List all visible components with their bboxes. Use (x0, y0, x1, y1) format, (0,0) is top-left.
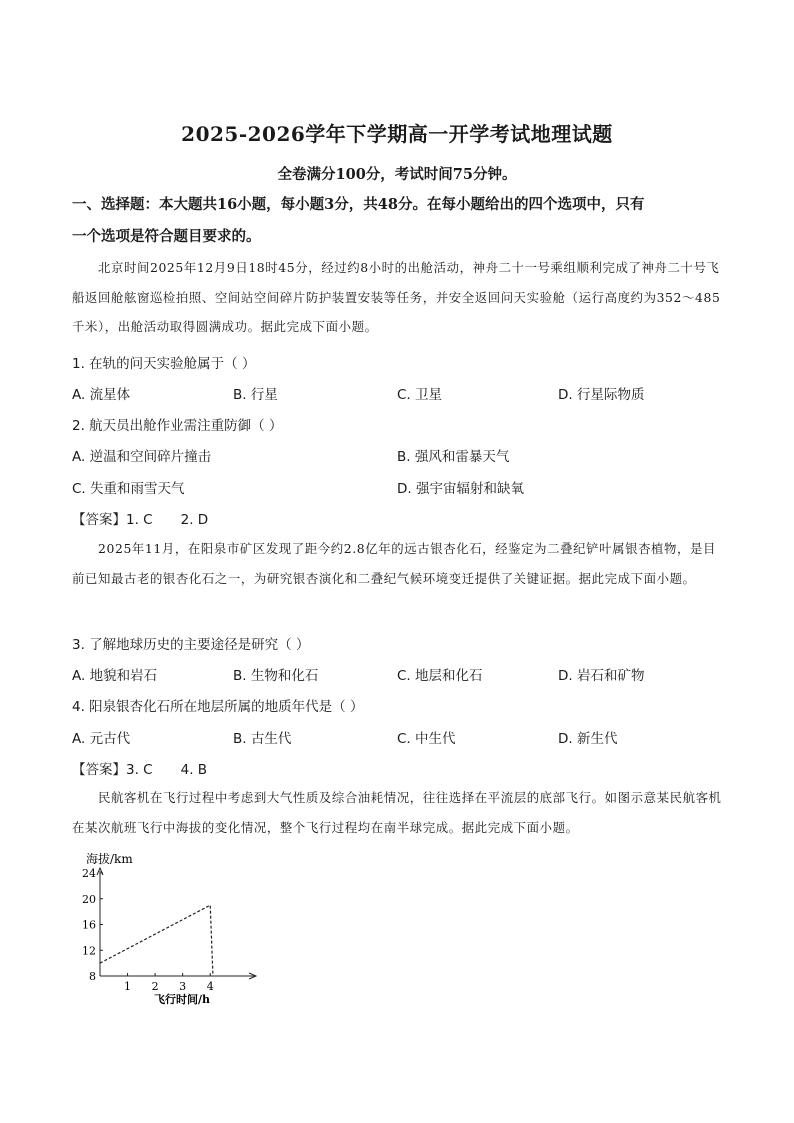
section-heading-line1: 一、选择题：本大题共16小题，每小题3分，共48分。在每小题给出的四个选项中，只有 (72, 196, 645, 213)
passage-1: 北京时间2025年12月9日18时45分，经过约8小时的出舱活动，神舟二十一号乘组顺利完成了神舟二十号飞船返回舱舷窗巡检拍照、空间站空间碎片防护装置安装等任务，并安全返回问天实验舱（运行高度约为352～485千米），出舱活动取得圆满成功。据此完成下面小题。 (72, 260, 721, 334)
y-tick-label: 12 (82, 944, 96, 958)
y-tick-label: 24 (82, 867, 96, 880)
x-tick-label: 1 (124, 980, 132, 993)
answer-4: 4. B (180, 762, 208, 778)
question-1-option-b[interactable]: B. 行星 (233, 387, 278, 403)
question-2-option-a[interactable]: A. 逆温和空间碎片撞击 (72, 449, 212, 465)
answer-block-2 (72, 758, 207, 778)
question-3-option-a[interactable]: A. 地貌和岩石 (72, 668, 158, 684)
question-3-stem: 3. 了解地球历史的主要途径是研究（ ） (72, 637, 310, 653)
question-3-option-b[interactable]: B. 生物和化石 (233, 668, 319, 684)
exam-info: 全卷满分100分，考试时间75分钟。 (277, 166, 517, 183)
question-1-option-a[interactable]: A. 流星体 (72, 387, 131, 403)
section-heading-line2: 一个选项是符合题目要求的。 (72, 228, 261, 245)
question-4-stem: 4. 阳泉银杏化石所在地层所属的地质年代是（ ） (72, 699, 364, 715)
question-1-option-d[interactable]: D. 行星际物质 (558, 387, 645, 403)
passage-3: 民航客机在飞行过程中考虑到大气性质及综合油耗情况，往往选择在平流层的底部飞行。如图示意某民航客机在某次航班飞行中海拔的变化情况，整个飞行过程均在南半球完成。据此完成下面小题。 (72, 790, 722, 835)
passage-2: 2025年11月，在阳泉市矿区发现了距今约2.8亿年的远古银杏化石，经鉴定为二叠纪铲叶属银杏植物，是目前已知最古老的银杏化石之一，为研究银杏演化和二叠纪气候环境变迁提供了关键证据。据此完成下面小题。 (72, 541, 717, 586)
question-3-option-c[interactable]: C. 地层和化石 (397, 668, 483, 684)
y-tick-label: 16 (82, 918, 96, 932)
x-axis-label: 飞行时间/h (154, 993, 211, 1006)
y-axis-label: 海拔/km (86, 852, 133, 866)
answer-3: 3. C (126, 762, 153, 778)
question-2-option-c[interactable]: C. 失重和雨雪天气 (72, 481, 185, 497)
question-2-option-b[interactable]: B. 强风和雷暴天气 (397, 449, 510, 465)
answer-label: 【答案】 (72, 762, 126, 778)
question-1-stem: 1. 在轨的问天实验舱属于（ ） (72, 356, 256, 372)
question-4-option-b[interactable]: B. 古生代 (233, 731, 292, 747)
altitude-chart (70, 845, 290, 1015)
altitude-line (100, 905, 213, 976)
x-tick-label: 2 (151, 980, 159, 993)
answer-1: 1. C (126, 512, 153, 528)
answer-label: 【答案】 (72, 512, 126, 528)
y-tick-label: 20 (82, 892, 96, 906)
x-tick-label: 3 (179, 980, 187, 993)
question-3-option-d[interactable]: D. 岩石和矿物 (558, 668, 645, 684)
question-2-option-d[interactable]: D. 强宇宙辐射和缺氧 (397, 481, 524, 497)
question-4-option-d[interactable]: D. 新生代 (558, 731, 618, 747)
x-tick-label: 4 (206, 980, 214, 993)
answer-2: 2. D (180, 512, 209, 528)
question-4-option-c[interactable]: C. 中生代 (397, 731, 456, 747)
y-tick-label: 8 (89, 970, 96, 983)
question-1-option-c[interactable]: C. 卫星 (397, 387, 443, 403)
answer-block-1 (72, 508, 208, 528)
question-4-option-a[interactable]: A. 元古代 (72, 731, 131, 747)
page-title: 2025-2026学年下学期高一开学考试地理试题 (181, 122, 613, 146)
question-2-stem: 2. 航天员出舱作业需注重防御（ ） (72, 418, 283, 434)
